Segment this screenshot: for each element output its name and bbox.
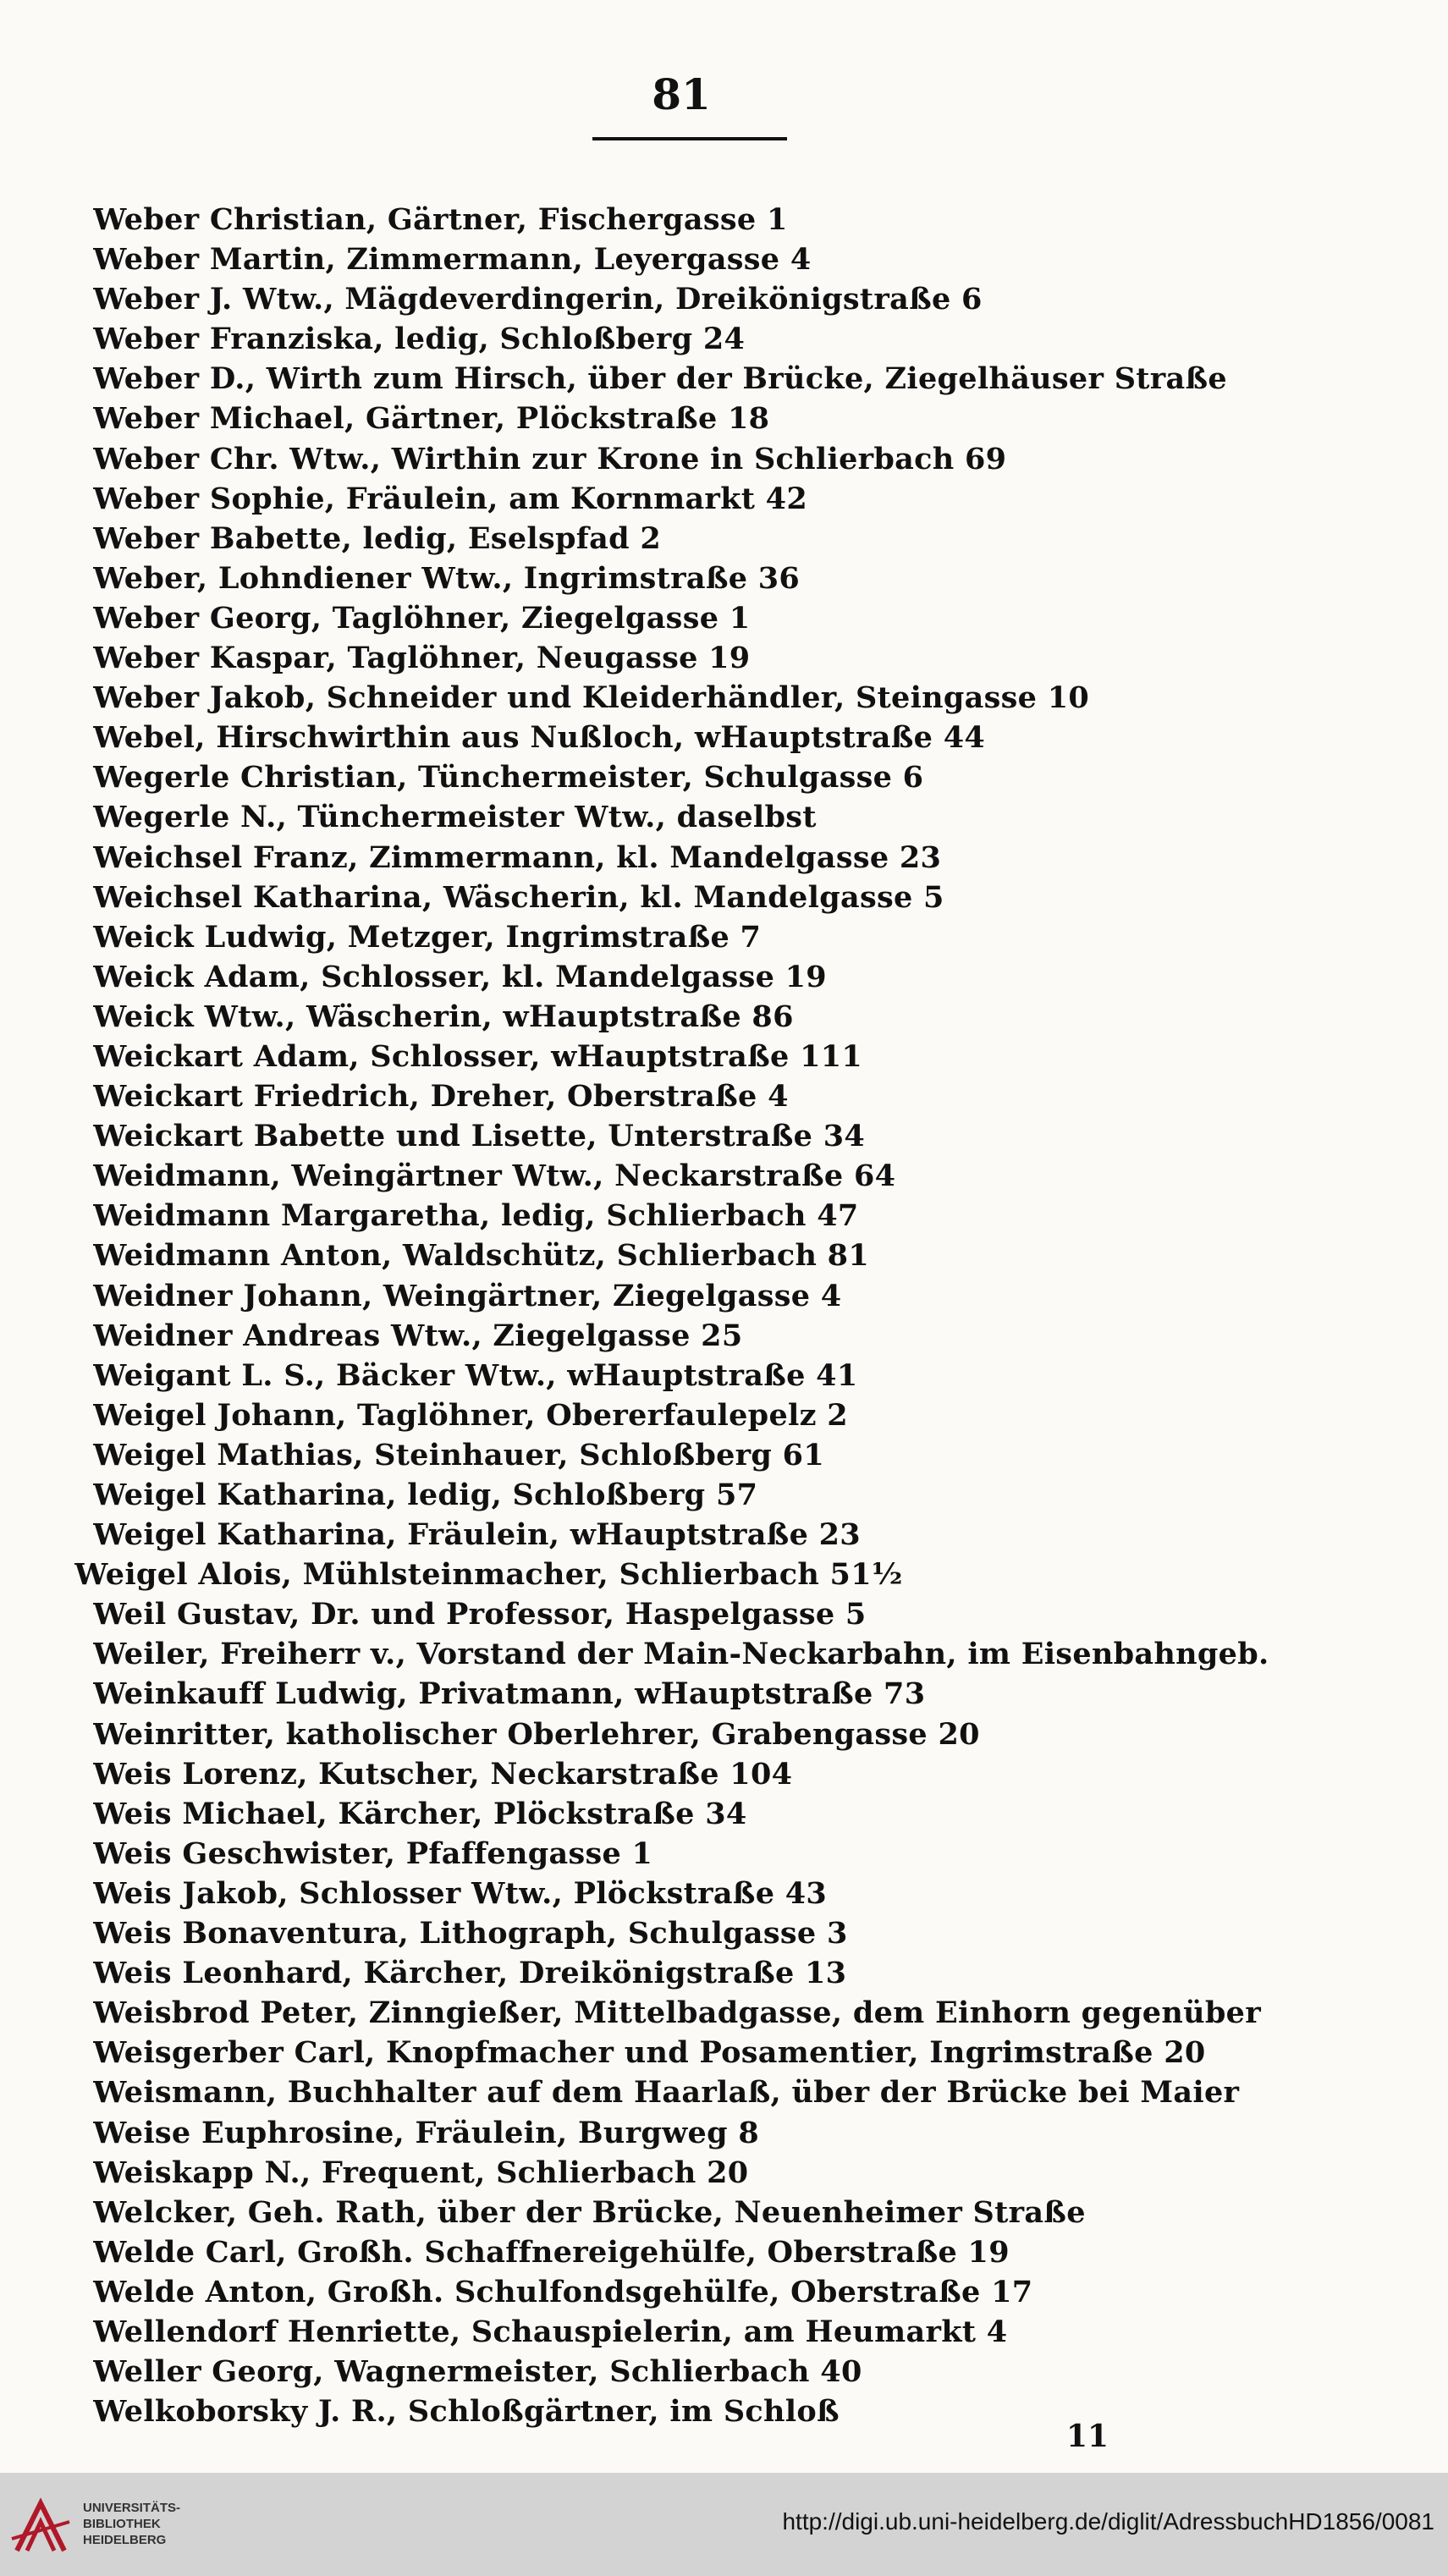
address-entry: Weickart Adam, Schlosser, wHauptstraße 111 <box>93 1038 863 1074</box>
library-logo-text <box>83 2500 218 2548</box>
address-entry: Weber Sophie, Fräulein, am Kornmarkt 42 <box>93 481 807 516</box>
address-entry: Weidner Johann, Weingärtner, Ziegelgasse 4 <box>93 1278 842 1313</box>
address-entry: Weis Leonhard, Kärcher, Dreikönigstraße 13 <box>93 1956 847 1991</box>
library-footer-bar <box>0 2473 1448 2576</box>
address-entry: Weick Adam, Schlosser, kl. Mandelgasse 19 <box>93 959 827 994</box>
address-entry: Weber Jakob, Schneider und Kleiderhändler, Steingasse 10 <box>93 680 1090 716</box>
address-entry: Weiler, Freiherr v., Vorstand der Main-Neckarbahn, im Eisenbahngeb. <box>93 1637 1269 1672</box>
address-entry: Weigel Alois, Mühlsteinmacher, Schlierbach 51½ <box>74 1557 903 1593</box>
address-entry: Weber Franziska, ledig, Schloßberg 24 <box>93 322 746 357</box>
address-entry: Weise Euphrosine, Fräulein, Burgweg 8 <box>93 2115 760 2150</box>
address-entry: Weigel Mathias, Steinhauer, Schloßberg 61 <box>93 1437 824 1472</box>
address-entry: Welde Carl, Großh. Schaffnereigehülfe, Oberstraße 19 <box>93 2234 1010 2270</box>
address-entry: Weber Martin, Zimmermann, Leyergasse 4 <box>93 242 812 278</box>
address-entry: Weichsel Katharina, Wäscherin, kl. Mandelgasse 5 <box>93 879 944 915</box>
header-rule <box>592 137 787 140</box>
address-entry: Weber, Lohndiener Wtw., Ingrimstraße 36 <box>93 560 801 596</box>
address-entry: Weber Michael, Gärtner, Plöckstraße 18 <box>93 401 770 437</box>
address-entry: Welcker, Geh. Rath, über der Brücke, Neuenheimer Straße <box>93 2194 1086 2230</box>
address-entry: Weick Wtw., Wäscherin, wHauptstraße 86 <box>93 999 794 1034</box>
address-entry: Weis Jakob, Schlosser Wtw., Plöckstraße 43 <box>93 1875 828 1911</box>
address-entry: Weisbrod Peter, Zinngießer, Mittelbadgasse, dem Einhorn gegenüber <box>93 1995 1261 2031</box>
address-entry: Welde Anton, Großh. Schulfondsgehülfe, Oberstraße 17 <box>93 2274 1033 2309</box>
address-entry: Weber Kaspar, Taglöhner, Neugasse 19 <box>93 641 751 676</box>
address-entry: Weichsel Franz, Zimmermann, kl. Mandelgasse 23 <box>93 839 942 875</box>
address-entry: Weidmann Margaretha, ledig, Schlierbach 47 <box>93 1198 859 1234</box>
address-entry: Weller Georg, Wagnermeister, Schlierbach 40 <box>93 2354 862 2390</box>
address-entry: Weber Chr. Wtw., Wirthin zur Krone in Schlierbach 69 <box>93 441 1007 476</box>
address-entry: Weiskapp N., Frequent, Schlierbach 20 <box>93 2155 749 2190</box>
address-entry: Weigel Katharina, ledig, Schloßberg 57 <box>93 1478 758 1512</box>
address-entry: Weis Geschwister, Pfaffengasse 1 <box>93 1836 653 1871</box>
logo-line: UNIVERSITÄTS- <box>83 2501 181 2515</box>
address-entry: Weinkauff Ludwig, Privatmann, wHauptstraße 73 <box>93 1676 926 1712</box>
address-entry: Weismann, Buchhalter auf dem Haarlaß, über der Brücke bei Maier <box>93 2075 1240 2111</box>
address-entry: Weber Georg, Taglöhner, Ziegelgasse 1 <box>93 600 751 636</box>
address-entry: Weickart Babette und Lisette, Unterstraße 34 <box>93 1119 866 1154</box>
address-entry: Wellendorf Henriette, Schauspielerin, am Heumarkt 4 <box>93 2314 1008 2349</box>
address-entry: Welkoborsky J. R., Schloßgärtner, im Schloß <box>93 2394 840 2430</box>
address-entry: Weidmann Anton, Waldschütz, Schlierbach 81 <box>93 1238 869 1274</box>
source-url-link[interactable]: http://digi.ub.uni-heidelberg.de/diglit/AdressbuchHD1856/0081 <box>782 2508 1434 2535</box>
address-entry: Weis Bonaventura, Lithograph, Schulgasse 3 <box>93 1916 848 1951</box>
address-entry: Weigant L. S., Bäcker Wtw., wHauptstraße 41 <box>93 1357 858 1393</box>
address-entry: Weickart Friedrich, Dreher, Oberstraße 4 <box>93 1079 789 1115</box>
address-entry: Weinritter, katholischer Oberlehrer, Grabengasse 20 <box>93 1716 980 1752</box>
address-entry: Weber Christian, Gärtner, Fischergasse 1 <box>93 202 788 237</box>
address-entry: Wegerle Christian, Tünchermeister, Schulgasse 6 <box>93 760 924 795</box>
university-seal-icon <box>10 2496 71 2557</box>
address-entry: Weisgerber Carl, Knopfmacher und Posamentier, Ingrimstraße 20 <box>93 2035 1206 2071</box>
address-entry: Weidmann, Weingärtner Wtw., Neckarstraße 64 <box>93 1159 896 1194</box>
page-number: 81 <box>652 69 711 119</box>
logo-line: BIBLIOTHEK <box>83 2517 161 2531</box>
address-entry: Weis Lorenz, Kutscher, Neckarstraße 104 <box>93 1756 793 1792</box>
address-entry: Weidner Andreas Wtw., Ziegelgasse 25 <box>93 1318 743 1353</box>
address-entry: Wegerle N., Tünchermeister Wtw., daselbst <box>93 800 817 835</box>
address-entry: Weigel Johann, Taglöhner, Obererfaulepelz 2 <box>93 1397 848 1433</box>
address-entry: Weis Michael, Kärcher, Plöckstraße 34 <box>93 1796 747 1831</box>
address-entry: Weber D., Wirth zum Hirsch, über der Brücke, Ziegelhäuser Straße <box>93 361 1227 397</box>
address-entry: Weigel Katharina, Fräulein, wHauptstraße 23 <box>93 1517 861 1553</box>
library-logo[interactable] <box>10 2493 213 2557</box>
logo-line: HEIDELBERG <box>83 2533 167 2547</box>
address-entry: Webel, Hirschwirthin aus Nußloch, wHauptstraße 44 <box>93 720 986 756</box>
address-entry: Weil Gustav, Dr. und Professor, Haspelgasse 5 <box>93 1597 867 1632</box>
sheet-signature: 11 <box>1065 2419 1109 2454</box>
address-entry: Weber J. Wtw., Mägdeverdingerin, Dreikönigstraße 6 <box>93 282 983 317</box>
address-entry: Weber Babette, ledig, Eselspfad 2 <box>93 520 662 556</box>
address-entry: Weick Ludwig, Metzger, Ingrimstraße 7 <box>93 919 762 955</box>
address-entry-list <box>74 200 1337 2431</box>
